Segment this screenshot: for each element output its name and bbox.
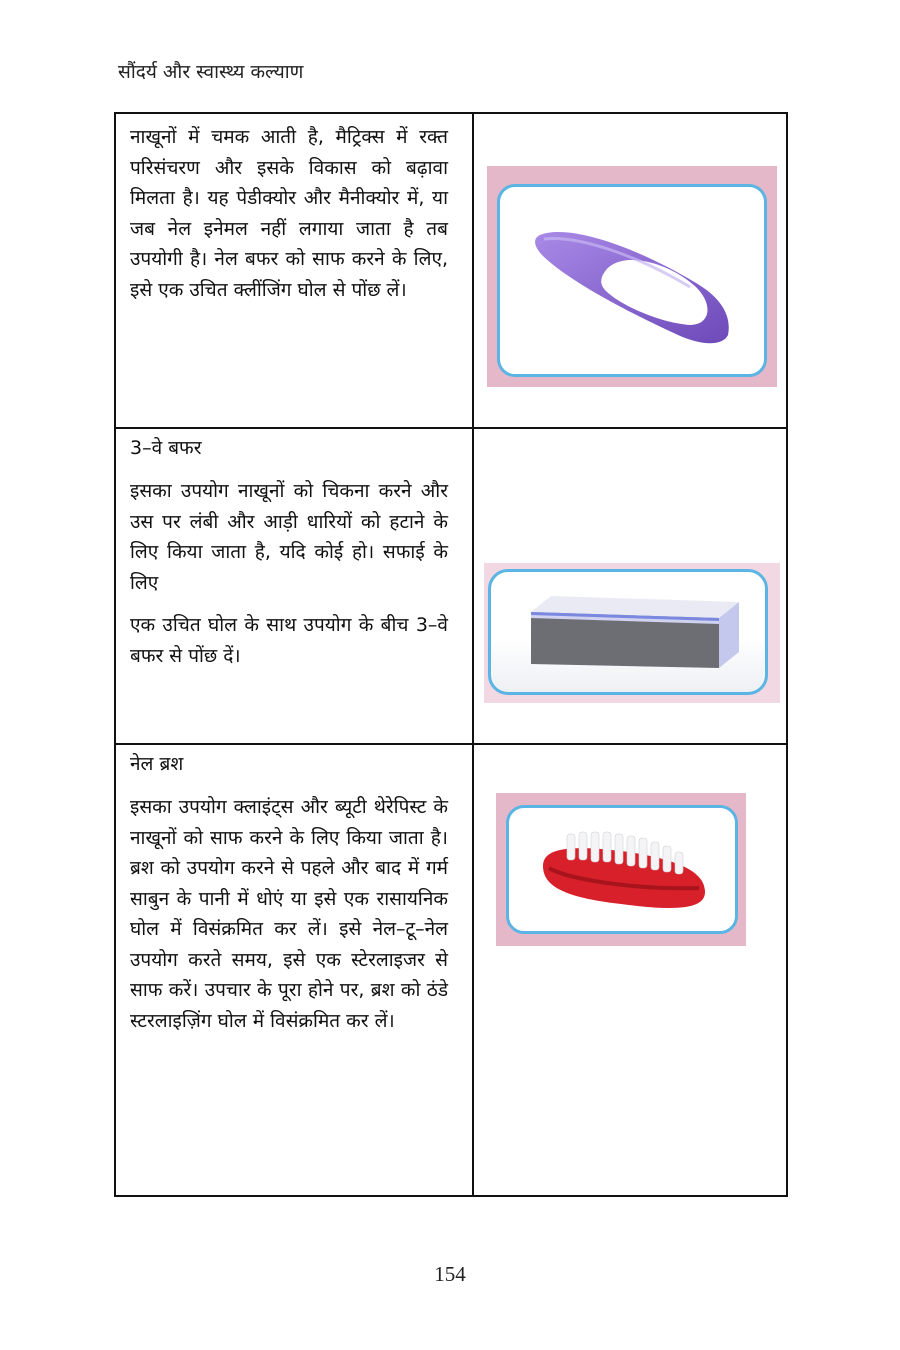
nail-brush-icon xyxy=(509,808,735,931)
table-row xyxy=(116,114,786,429)
image-cell xyxy=(474,429,786,745)
table-row xyxy=(116,427,786,745)
page-number: 154 xyxy=(434,1262,466,1286)
table-row xyxy=(116,743,786,1197)
description-paragraph: एक उचित घोल के साथ उपयोग के बीच 3–वे बफर से पोंछ दें। xyxy=(130,614,448,667)
description-paragraph: इसका उपयोग नाखूनों को चिकना करने और उस पर लंबी और आड़ी धारियों को हटाने के लिए किया जाता है, यदि कोई हो। सफाई के लिए xyxy=(130,480,448,594)
nail-buffer-icon xyxy=(500,187,764,377)
description-cell xyxy=(116,745,474,1197)
three-way-buffer-icon xyxy=(491,572,767,695)
three-way-buffer-image xyxy=(484,563,780,703)
running-header: सौंदर्य और स्वास्थ्य कल्याण xyxy=(118,61,304,83)
item-title: नेल ब्रश xyxy=(130,753,184,775)
image-cell xyxy=(474,745,786,1197)
nail-brush-image xyxy=(496,793,746,946)
item-title: 3–वे बफर xyxy=(130,437,202,459)
description-paragraph: नाखूनों में चमक आती है, मैट्रिक्स में रक्त परिसंचरण और इसके विकास को बढ़ावा मिलता है। यह पेडीक्योर और मैनीक्योर में, या जब नेल इनेमल नहीं लगाया जाता है तब उपयोगी है। नेल बफर को साफ करने के लिए, इसे एक उचित क्लींजिंग घोल से पोंछ लें। xyxy=(130,126,448,301)
image-cell xyxy=(474,114,786,429)
description-cell xyxy=(116,114,474,429)
tools-table xyxy=(114,112,788,1197)
nail-buffer-image xyxy=(487,166,777,387)
description-cell xyxy=(116,429,474,745)
description-paragraph: इसका उपयोग क्लाइंट्स और ब्यूटी थेरेपिस्ट के नाखूनों को साफ करने के लिए किया जाता है। ब्रश को उपयोग करने से पहले और बाद में गर्म साबुन के पानी में धोएं या इसे एक रासायनिक घोल में विसंक्रमित कर लें। इसे नेल–टू–नेल उपयोग करते समय, इसे एक स्टेरलाइजर से साफ करें। उपचार के पूरा होने पर, ब्रश को ठंडे स्टरलाइज़िंग घोल में विसंक्रमित कर लें। xyxy=(130,796,448,1032)
